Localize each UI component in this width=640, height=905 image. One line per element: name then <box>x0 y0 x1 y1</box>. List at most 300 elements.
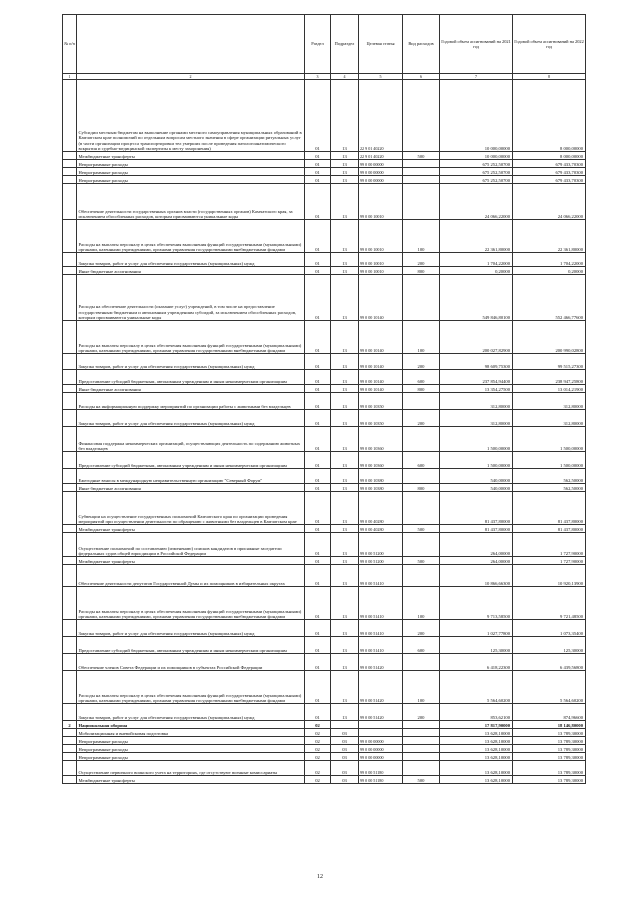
row-podrazdel-cell: 13 <box>331 533 359 557</box>
row-2021-cell: 10 866,66300 <box>440 565 513 587</box>
table-row <box>63 168 586 176</box>
row-podrazdel-cell: 13 <box>331 484 359 492</box>
row-razdel-cell: 01 <box>305 275 331 321</box>
row-2022-cell: 18 146,80000 <box>513 721 586 729</box>
row-csr-cell: 99 0 00 00000 <box>359 745 403 753</box>
row-podrazdel-cell: 13 <box>331 168 359 176</box>
row-podrazdel-cell: 13 <box>331 427 359 452</box>
row-vr-cell <box>403 393 440 410</box>
row-csr-cell: 99 0 00 51410 <box>359 620 403 637</box>
row-2021-cell: 1 500,00000 <box>440 452 513 469</box>
row-num-cell <box>63 671 77 704</box>
row-2021-cell: 13 628,10000 <box>440 729 513 737</box>
row-vr-cell: 200 <box>403 354 440 370</box>
row-2022-cell: 5 564,60200 <box>513 671 586 704</box>
row-podrazdel-cell: 03 <box>331 753 359 761</box>
row-podrazdel-cell: 13 <box>331 385 359 393</box>
row-2021-cell: 13 628,10000 <box>440 761 513 776</box>
table-row <box>63 533 586 557</box>
row-2022-cell: 13 789,30000 <box>513 776 586 784</box>
row-2022-cell: 22 361,80000 <box>513 220 586 253</box>
row-razdel-cell: 01 <box>305 492 331 525</box>
row-2022-cell: 679 433,70300 <box>513 168 586 176</box>
row-name-cell: Непрограммные расходы <box>77 168 305 176</box>
table-row <box>63 745 586 753</box>
row-podrazdel-cell: 13 <box>331 176 359 184</box>
table-row <box>63 484 586 492</box>
row-name-cell: Предоставление субсидий бюджетным, автономным учреждениям и иным некоммерческим организациям <box>77 452 305 469</box>
row-2021-cell: 540,00000 <box>440 469 513 484</box>
row-razdel-cell: 01 <box>305 354 331 370</box>
column-number: 5 <box>359 74 403 80</box>
table-row <box>63 176 586 184</box>
row-csr-cell: 99 0 00 51420 <box>359 671 403 704</box>
row-csr-cell: 99 0 00 51410 <box>359 637 403 654</box>
row-2021-cell: 264,00000 <box>440 557 513 565</box>
row-2022-cell: 200 990,02800 <box>513 321 586 354</box>
table-row <box>63 275 586 321</box>
row-vr-cell: 600 <box>403 452 440 469</box>
row-csr-cell: 99 0 00 51410 <box>359 565 403 587</box>
row-vr-cell <box>403 533 440 557</box>
row-num-cell <box>63 729 77 737</box>
row-razdel-cell: 01 <box>305 671 331 704</box>
row-2022-cell: 10 920,13900 <box>513 565 586 587</box>
row-vr-cell: 100 <box>403 671 440 704</box>
row-razdel-cell: 01 <box>305 557 331 565</box>
row-razdel-cell: 01 <box>305 704 331 721</box>
row-vr-cell <box>403 565 440 587</box>
row-csr-cell: 99 0 00 10010 <box>359 184 403 220</box>
row-2021-cell: 9 713,58500 <box>440 587 513 620</box>
row-razdel-cell: 01 <box>305 484 331 492</box>
column-number: 3 <box>305 74 331 80</box>
row-vr-cell: 200 <box>403 704 440 721</box>
row-razdel-cell: 01 <box>305 620 331 637</box>
header-year-2021: Годовой объем ассигнований на 2021 год <box>440 15 513 74</box>
row-num-cell <box>63 427 77 452</box>
row-podrazdel-cell: 13 <box>331 565 359 587</box>
row-name-cell: Обеспечение деятельности государственных органов власти (государственных органов) Камчатского края, за исключением обособленных расходов, которым присваиваются уникальные коды <box>77 184 305 220</box>
column-number: 2 <box>77 74 305 80</box>
row-csr-cell: 99 0 00 10140 <box>359 370 403 385</box>
row-razdel-cell: 02 <box>305 776 331 784</box>
row-num-cell <box>63 267 77 275</box>
row-vr-cell <box>403 469 440 484</box>
table-row <box>63 80 586 152</box>
row-vr-cell <box>403 184 440 220</box>
table-row <box>63 729 586 737</box>
table-body <box>63 80 586 784</box>
table-row <box>63 469 586 484</box>
row-csr-cell <box>359 729 403 737</box>
row-num-cell <box>63 525 77 533</box>
table-row <box>63 220 586 253</box>
row-vr-cell <box>403 745 440 753</box>
row-name-cell: Закупка товаров, работ и услуг для обеспечения государственных (муниципальных) нужд <box>77 704 305 721</box>
row-razdel-cell: 01 <box>305 168 331 176</box>
column-number: 1 <box>63 74 77 80</box>
row-name-cell: Расходы на выплаты персоналу в целях обеспечения выполнения функций государственными (муниципальными) органами, казенными учреждениями, органами управления государственными внебюджетными фондами <box>77 321 305 354</box>
row-vr-cell <box>403 737 440 745</box>
row-num-cell <box>63 745 77 753</box>
row-2021-cell: 540,00000 <box>440 484 513 492</box>
row-num-cell <box>63 168 77 176</box>
row-podrazdel-cell: 13 <box>331 184 359 220</box>
row-2021-cell: 13 628,10000 <box>440 753 513 761</box>
row-2021-cell: 22 361,80000 <box>440 220 513 253</box>
row-podrazdel-cell: 13 <box>331 160 359 168</box>
row-podrazdel-cell: 03 <box>331 745 359 753</box>
row-razdel-cell: 01 <box>305 385 331 393</box>
row-name-cell: Национальная оборона <box>77 721 305 729</box>
row-num-cell <box>63 220 77 253</box>
row-vr-cell <box>403 176 440 184</box>
row-vr-cell: 600 <box>403 637 440 654</box>
row-name-cell: Расходы на выплаты персоналу в целях обеспечения выполнения функций государственными (муниципальными) органами, казенными учреждениями, органами управления государственными внебюджетными фондами <box>77 220 305 253</box>
row-name-cell: Обеспечение членов Совета Федерации и их помощников в субъектах Российской Федерации <box>77 654 305 671</box>
row-2021-cell: 13 628,10000 <box>440 776 513 784</box>
row-2022-cell: 13 789,30000 <box>513 729 586 737</box>
table-row <box>63 565 586 587</box>
row-2022-cell: 1 500,00000 <box>513 427 586 452</box>
row-vr-cell: 800 <box>403 385 440 393</box>
row-2021-cell: 1 027,77800 <box>440 620 513 637</box>
row-2022-cell: 13 789,30000 <box>513 745 586 753</box>
table-row <box>63 525 586 533</box>
row-2022-cell: 679 433,70300 <box>513 176 586 184</box>
row-num-cell <box>63 152 77 160</box>
row-razdel-cell: 01 <box>305 469 331 484</box>
row-vr-cell: 500 <box>403 525 440 533</box>
row-name-cell: Осуществление первичного воинского учета на территориях, где отсутствуют военные комиссариаты <box>77 761 305 776</box>
row-num-cell <box>63 370 77 385</box>
header-year-2022: Годовой объем ассигнований на 2022 год <box>513 15 586 74</box>
row-csr-cell: 99 0 00 40280 <box>359 525 403 533</box>
row-2021-cell: 6 418,22300 <box>440 654 513 671</box>
row-name-cell: Обеспечение деятельности депутатов Государственной Думы и их помощников в избирательных округах <box>77 565 305 587</box>
row-2021-cell: 5 564,60200 <box>440 671 513 704</box>
row-name-cell: Расходы на информационную поддержку мероприятий по организации работы с животными без владельцев <box>77 393 305 410</box>
row-num-cell <box>63 253 77 267</box>
row-num-cell <box>63 654 77 671</box>
row-2022-cell: 679 433,70300 <box>513 160 586 168</box>
row-csr-cell: 99 0 00 00000 <box>359 168 403 176</box>
row-num-cell <box>63 80 77 152</box>
row-name-cell: Иные бюджетные ассигнования <box>77 385 305 393</box>
row-podrazdel-cell: 13 <box>331 267 359 275</box>
row-num-cell <box>63 587 77 620</box>
row-num-cell <box>63 393 77 410</box>
row-2021-cell: 98 609,75300 <box>440 354 513 370</box>
table-row <box>63 393 586 410</box>
table-row <box>63 753 586 761</box>
row-2021-cell: 125,30000 <box>440 637 513 654</box>
row-podrazdel-cell: 13 <box>331 80 359 152</box>
row-vr-cell <box>403 160 440 168</box>
row-2022-cell: 13 014,21900 <box>513 385 586 393</box>
row-podrazdel-cell: 03 <box>331 729 359 737</box>
row-2022-cell: 81 437,80000 <box>513 525 586 533</box>
row-csr-cell: 99 0 00 10350 <box>359 393 403 410</box>
row-razdel-cell: 02 <box>305 761 331 776</box>
row-name-cell: Мобилизационная и вневойсковая подготовка <box>77 729 305 737</box>
row-podrazdel-cell: 13 <box>331 525 359 533</box>
row-2021-cell: 0,20000 <box>440 267 513 275</box>
row-podrazdel-cell: 13 <box>331 557 359 565</box>
row-num-cell <box>63 452 77 469</box>
table-row <box>63 385 586 393</box>
budget-table-page <box>62 14 585 784</box>
table-row <box>63 776 586 784</box>
header-razdel: Раздел <box>305 15 331 74</box>
row-vr-cell <box>403 721 440 729</box>
row-csr-cell: 99 0 00 10010 <box>359 267 403 275</box>
row-2022-cell: 24 066,22000 <box>513 184 586 220</box>
table-row <box>63 704 586 721</box>
row-csr-cell: 99 0 00 51200 <box>359 557 403 565</box>
row-name-cell: Непрограммные расходы <box>77 753 305 761</box>
row-razdel-cell: 01 <box>305 80 331 152</box>
row-name-cell: Закупка товаров, работ и услуг для обеспечения государственных (муниципальных) нужд <box>77 410 305 427</box>
row-podrazdel-cell: 13 <box>331 253 359 267</box>
row-podrazdel-cell: 13 <box>331 654 359 671</box>
row-2022-cell: 312,80000 <box>513 410 586 427</box>
row-2021-cell: 264,00000 <box>440 533 513 557</box>
row-2022-cell: 1 073,35400 <box>513 620 586 637</box>
row-podrazdel-cell: 13 <box>331 637 359 654</box>
column-number: 6 <box>403 74 440 80</box>
table-row <box>63 253 586 267</box>
row-name-cell: Межбюджетные трансферты <box>77 557 305 565</box>
table-row <box>63 654 586 671</box>
row-vr-cell: 100 <box>403 321 440 354</box>
row-2022-cell: 312,80000 <box>513 393 586 410</box>
row-razdel-cell: 01 <box>305 176 331 184</box>
row-vr-cell: 200 <box>403 620 440 637</box>
row-csr-cell: 99 0 00 51410 <box>359 587 403 620</box>
row-2021-cell: 675 252,50700 <box>440 176 513 184</box>
row-num-cell <box>63 753 77 761</box>
row-csr-cell: 99 0 00 10380 <box>359 469 403 484</box>
column-number: 4 <box>331 74 359 80</box>
row-2021-cell: 13 628,10000 <box>440 737 513 745</box>
row-name-cell: Непрограммные расходы <box>77 160 305 168</box>
row-num-cell <box>63 275 77 321</box>
row-vr-cell <box>403 729 440 737</box>
row-2021-cell: 675 252,50700 <box>440 160 513 168</box>
row-csr-cell: 99 0 00 10140 <box>359 354 403 370</box>
row-csr-cell: 99 0 00 51180 <box>359 776 403 784</box>
row-podrazdel-cell: 03 <box>331 761 359 776</box>
header-name <box>77 15 305 74</box>
row-2021-cell: 200 027,82900 <box>440 321 513 354</box>
row-2022-cell: 81 437,80000 <box>513 492 586 525</box>
row-name-cell: Расходы на выплаты персоналу в целях обеспечения выполнения функций государственными (муниципальными) органами, казенными учреждениями, органами управления государственными внебюджетными фондами <box>77 671 305 704</box>
row-podrazdel-cell: 13 <box>331 393 359 410</box>
row-num-cell <box>63 557 77 565</box>
header-csr: Целевая статья <box>359 15 403 74</box>
row-csr-cell: 99 0 00 10380 <box>359 484 403 492</box>
row-vr-cell: 600 <box>403 370 440 385</box>
row-2022-cell: 562,50000 <box>513 484 586 492</box>
row-2022-cell: 13 789,30000 <box>513 753 586 761</box>
row-razdel-cell: 01 <box>305 565 331 587</box>
row-csr-cell: 99 0 00 10010 <box>359 220 403 253</box>
row-podrazdel-cell: 13 <box>331 492 359 525</box>
row-podrazdel-cell: 03 <box>331 776 359 784</box>
row-razdel-cell: 01 <box>305 321 331 354</box>
row-razdel-cell: 01 <box>305 220 331 253</box>
row-podrazdel-cell: 13 <box>331 620 359 637</box>
row-razdel-cell: 01 <box>305 427 331 452</box>
row-razdel-cell: 01 <box>305 184 331 220</box>
table-row <box>63 160 586 168</box>
row-vr-cell: 500 <box>403 152 440 160</box>
row-name-cell: Межбюджетные трансферты <box>77 776 305 784</box>
row-csr-cell: 99 0 00 10140 <box>359 321 403 354</box>
row-csr-cell: 99 0 00 51420 <box>359 704 403 721</box>
row-podrazdel-cell: 13 <box>331 671 359 704</box>
row-vr-cell <box>403 275 440 321</box>
row-csr-cell: 22 9 01 40220 <box>359 80 403 152</box>
row-name-cell: Предоставление субсидий бюджетным, автономным учреждениям и иным некоммерческим организациям <box>77 370 305 385</box>
row-num-cell <box>63 176 77 184</box>
column-number: 7 <box>440 74 513 80</box>
row-csr-cell: 99 0 00 10360 <box>359 452 403 469</box>
row-csr-cell: 99 0 00 00000 <box>359 176 403 184</box>
row-2022-cell: 552 466,77600 <box>513 275 586 321</box>
row-2021-cell: 237 854,94400 <box>440 370 513 385</box>
row-2022-cell: 99 515,27300 <box>513 354 586 370</box>
table-row <box>63 370 586 385</box>
row-num-cell <box>63 533 77 557</box>
row-razdel-cell: 01 <box>305 525 331 533</box>
page-number: 12 <box>317 874 323 880</box>
row-num-cell <box>63 776 77 784</box>
row-csr-cell: 99 0 00 51420 <box>359 654 403 671</box>
row-csr-cell: 99 0 00 51180 <box>359 761 403 776</box>
row-razdel-cell: 02 <box>305 745 331 753</box>
row-podrazdel-cell: 13 <box>331 452 359 469</box>
row-csr-cell: 99 0 00 10360 <box>359 427 403 452</box>
table-row <box>63 321 586 354</box>
row-vr-cell <box>403 492 440 525</box>
row-2021-cell: 13 628,10000 <box>440 745 513 753</box>
table-row <box>63 761 586 776</box>
row-vr-cell: 800 <box>403 267 440 275</box>
table-row <box>63 410 586 427</box>
row-2021-cell: 549 846,80100 <box>440 275 513 321</box>
row-podrazdel-cell: 13 <box>331 704 359 721</box>
row-csr-cell: 99 0 00 10010 <box>359 253 403 267</box>
header-podrazdel: Подраздел <box>331 15 359 74</box>
row-csr-cell: 99 0 00 00000 <box>359 753 403 761</box>
row-razdel-cell: 01 <box>305 253 331 267</box>
table-row <box>63 452 586 469</box>
row-vr-cell <box>403 654 440 671</box>
row-vr-cell: 200 <box>403 410 440 427</box>
row-name-cell: Финансовая поддержка некоммерческих организаций, осуществляющих деятельность по содержанию животных без владельцев <box>77 427 305 452</box>
row-2022-cell: 1 727,90000 <box>513 533 586 557</box>
row-razdel-cell: 01 <box>305 637 331 654</box>
row-2021-cell: 10 000,00000 <box>440 80 513 152</box>
row-num-cell <box>63 160 77 168</box>
row-name-cell: Предоставление субсидий бюджетным, автономным учреждениям и иным некоммерческим организациям <box>77 637 305 654</box>
row-razdel-cell: 01 <box>305 267 331 275</box>
row-num-cell <box>63 492 77 525</box>
row-2022-cell: 6 439,56800 <box>513 654 586 671</box>
row-num-cell <box>63 565 77 587</box>
row-2021-cell: 1 704,22000 <box>440 253 513 267</box>
row-num-cell <box>63 637 77 654</box>
row-2021-cell: 81 437,80000 <box>440 492 513 525</box>
table-row <box>63 492 586 525</box>
row-2021-cell: 1 500,00000 <box>440 427 513 452</box>
row-vr-cell: 500 <box>403 776 440 784</box>
table-row <box>63 587 586 620</box>
row-name-cell: Межбюджетные трансферты <box>77 152 305 160</box>
row-2022-cell: 13 789,30000 <box>513 737 586 745</box>
row-num-cell <box>63 737 77 745</box>
row-razdel-cell: 02 <box>305 729 331 737</box>
row-2022-cell: 13 789,30000 <box>513 761 586 776</box>
column-number: 8 <box>513 74 586 80</box>
row-num-cell <box>63 484 77 492</box>
row-csr-cell: 99 0 00 10140 <box>359 275 403 321</box>
row-razdel-cell: 01 <box>305 160 331 168</box>
row-csr-cell: 99 0 00 00000 <box>359 737 403 745</box>
row-razdel-cell: 01 <box>305 587 331 620</box>
row-name-cell: Непрограммные расходы <box>77 745 305 753</box>
row-name-cell: Закупка товаров, работ и услуг для обеспечения государственных (муниципальных) нужд <box>77 253 305 267</box>
row-razdel-cell: 01 <box>305 393 331 410</box>
header-vr: Вид расходов <box>403 15 440 74</box>
row-name-cell: Субсидии местным бюджетам на выполнение органами местного самоуправления муниципальных образований в Камчатском крае полномочий по отдельным вопросам местного значения в сфере организации ритуальных услуг (в части организации процесса транспортировки тел умерших после проведения патологоанатомического вскрытия и судебно-медицинской экспертизы к месту захоронения) <box>77 80 305 152</box>
row-vr-cell <box>403 761 440 776</box>
row-name-cell: Субвенции на осуществление государственных полномочий Камчатского края по организации проведения мероприятий при осуществлении деятельности по обращению с животными без владельцев в Камчатском крае <box>77 492 305 525</box>
row-razdel-cell: 01 <box>305 654 331 671</box>
row-num-cell <box>63 385 77 393</box>
row-2021-cell: 312,80000 <box>440 410 513 427</box>
row-razdel-cell: 01 <box>305 452 331 469</box>
row-csr-cell <box>359 721 403 729</box>
row-vr-cell <box>403 80 440 152</box>
row-csr-cell: 22 9 01 40220 <box>359 152 403 160</box>
row-vr-cell: 800 <box>403 484 440 492</box>
table-row <box>63 620 586 637</box>
row-vr-cell: 500 <box>403 557 440 565</box>
row-name-cell: Осуществление полномочий по составлению (изменению) списков кандидатов в присяжные заседатели федеральных судов общей юрисдикции в Российской Федерации <box>77 533 305 557</box>
budget-allocation-table <box>62 14 586 784</box>
row-razdel-cell: 02 <box>305 737 331 745</box>
row-num-cell <box>63 354 77 370</box>
header-num: № п/п <box>63 15 77 74</box>
row-2021-cell: 675 252,50700 <box>440 168 513 176</box>
row-name-cell: Ежегодные взносы в международную неправительственную организацию "Северный Форум" <box>77 469 305 484</box>
row-podrazdel-cell: 13 <box>331 370 359 385</box>
row-num-cell <box>63 704 77 721</box>
row-podrazdel-cell: 13 <box>331 220 359 253</box>
row-podrazdel-cell: 13 <box>331 275 359 321</box>
row-podrazdel-cell: 13 <box>331 321 359 354</box>
row-2021-cell: 312,80000 <box>440 393 513 410</box>
row-num-cell <box>63 184 77 220</box>
row-vr-cell: 100 <box>403 587 440 620</box>
row-2021-cell: 10 000,00000 <box>440 152 513 160</box>
row-razdel-cell: 01 <box>305 410 331 427</box>
table-row <box>63 152 586 160</box>
